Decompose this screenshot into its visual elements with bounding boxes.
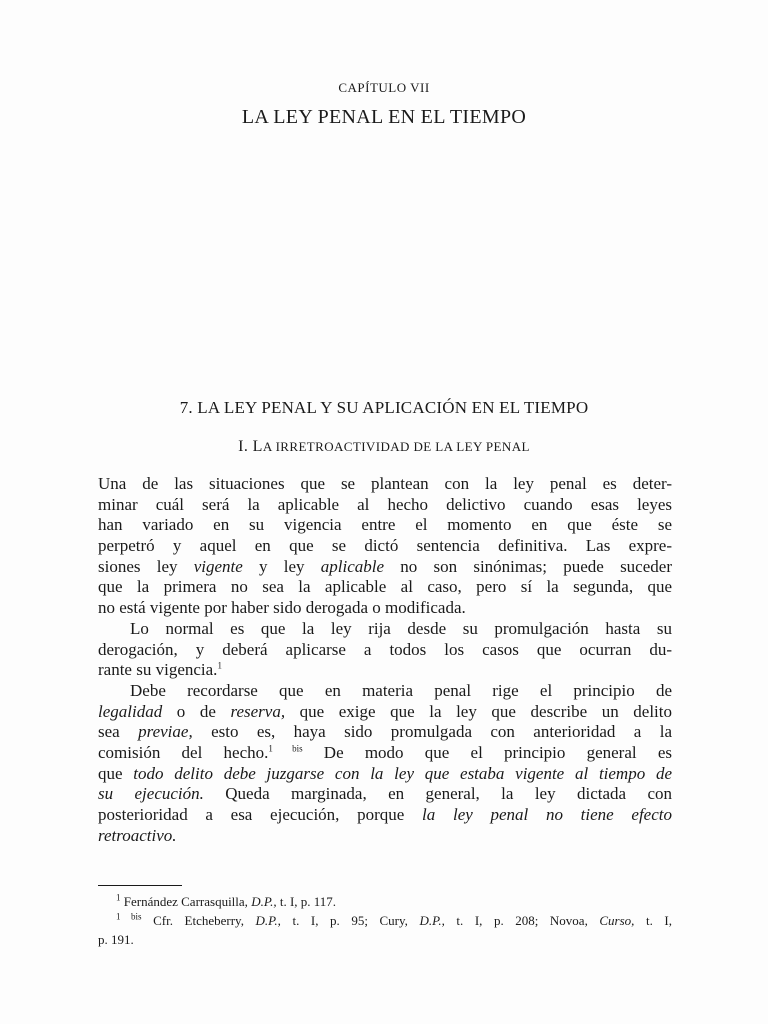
text-run: De modo que el principio general es bbox=[302, 742, 672, 762]
text-run: no son sinónimas; puede suceder bbox=[384, 556, 672, 576]
text-run: posterioridad a esa ejecución, porque bbox=[98, 805, 423, 824]
paragraph-1-line-1: Una de las situaciones que se plantean con la ley penal es deter- bbox=[98, 474, 672, 493]
footnotes bbox=[98, 892, 672, 949]
footnote-marker: 1 bis bbox=[116, 911, 142, 922]
text-run: Cfr. Etcheberry, bbox=[141, 913, 256, 928]
text-run: t. I, bbox=[634, 913, 672, 928]
text-run: siones ley bbox=[98, 556, 194, 576]
paragraph-3-line-1: Debe recordarse que en materia penal rige el principio de bbox=[130, 680, 672, 700]
paragraph-1-line-4: perpetró y aquel en que se dictó sentencia definitiva. Las expre- bbox=[98, 536, 672, 556]
text-run: t. I, p. 208; Novoa, bbox=[444, 913, 600, 928]
paragraph-3-line-5 bbox=[98, 764, 672, 785]
text-run: t. I, p. 117. bbox=[276, 894, 337, 909]
text-run: y ley bbox=[242, 556, 321, 576]
italic-term: legalidad bbox=[98, 701, 163, 721]
text-run: que bbox=[98, 763, 134, 783]
paragraph-3-line-6 bbox=[98, 784, 672, 805]
paragraph-3-line-4 bbox=[98, 743, 672, 764]
paragraph-2-line-3 bbox=[98, 660, 672, 681]
italic-phrase: su ejecución. bbox=[98, 784, 204, 804]
footnote-divider bbox=[98, 885, 182, 886]
paragraph-2-line-2: derogación, y deberá aplicarse a todos los casos que ocurran du- bbox=[98, 639, 672, 659]
italic-term: vigente bbox=[193, 556, 243, 576]
italic-term: D.P., bbox=[251, 894, 277, 909]
paragraph-1-line-3: han variado en su vigencia entre el momento en que éste se bbox=[98, 515, 672, 535]
text-run: Queda marginada, en general, la ley dictada con bbox=[203, 784, 672, 804]
italic-term: aplicable bbox=[320, 556, 385, 576]
paragraph-2-line-1: Lo normal es que la ley rija desde su promulgación hasta su bbox=[130, 618, 672, 638]
text-run: esto es, haya sido promulgada con anterioridad a la bbox=[192, 722, 672, 742]
paragraph-1-line-5 bbox=[98, 557, 672, 578]
subsection-numeral: I. L bbox=[238, 438, 263, 455]
italic-phrase: retroactivo. bbox=[98, 825, 177, 845]
text-run: Fernández Carrasquilla, bbox=[120, 894, 252, 909]
text-run: que exige que la ley que describe un delito bbox=[285, 701, 673, 721]
italic-phrase: la ley penal no tiene efecto bbox=[422, 805, 672, 824]
section-title: 7. LA LEY PENAL Y SU APLICACIÓN EN EL TIEMPO bbox=[179, 398, 589, 417]
footnote-1 bbox=[98, 892, 672, 911]
italic-term: D.P., bbox=[419, 913, 445, 928]
paragraph-1-line-7: no está vigente por haber sido derogada o modificada. bbox=[98, 598, 466, 618]
text-run: o de bbox=[162, 701, 231, 721]
paragraph-1-line-6: que la primera no sea la aplicable al caso, pero sí la segunda, que bbox=[98, 577, 672, 597]
italic-term: reserva, bbox=[230, 701, 286, 721]
text-run: t. I, p. 95; Cury, bbox=[280, 913, 420, 928]
paragraph-3-line-8 bbox=[98, 826, 672, 847]
chapter-label: CAPÍTULO VII bbox=[338, 80, 430, 95]
italic-phrase: todo delito debe juzgarse con la ley que estaba vigente al tiempo de bbox=[133, 763, 673, 783]
italic-term: D.P., bbox=[255, 913, 281, 928]
italic-term: previae, bbox=[138, 722, 193, 742]
italic-term: Curso, bbox=[599, 913, 635, 928]
chapter-title: LA LEY PENAL EN EL TIEMPO bbox=[241, 106, 527, 128]
paragraph-3-line-7 bbox=[98, 805, 672, 826]
footnote-1bis bbox=[98, 911, 672, 930]
footnote-marker: 1 bbox=[116, 892, 121, 903]
footnote-ref: 1 bis bbox=[268, 743, 303, 754]
text-run: comisión del hecho. bbox=[98, 742, 269, 762]
subsection-title bbox=[0, 438, 768, 456]
body-text bbox=[98, 474, 672, 846]
subsection-heading-rest: A IRRETROACTIVIDAD DE LA LEY PENAL bbox=[262, 439, 530, 454]
paragraph-3-line-3 bbox=[98, 722, 672, 743]
footnote-ref: 1 bbox=[217, 660, 222, 671]
text-run: rante su vigencia. bbox=[98, 660, 218, 680]
paragraph-1-line-2: minar cuál será la aplicable al hecho delictivo cuando esas leyes bbox=[98, 494, 672, 514]
paragraph-3-line-2 bbox=[98, 702, 672, 723]
footnote-1bis-continuation: p. 191. bbox=[98, 932, 134, 947]
text-run: sea bbox=[98, 722, 139, 742]
